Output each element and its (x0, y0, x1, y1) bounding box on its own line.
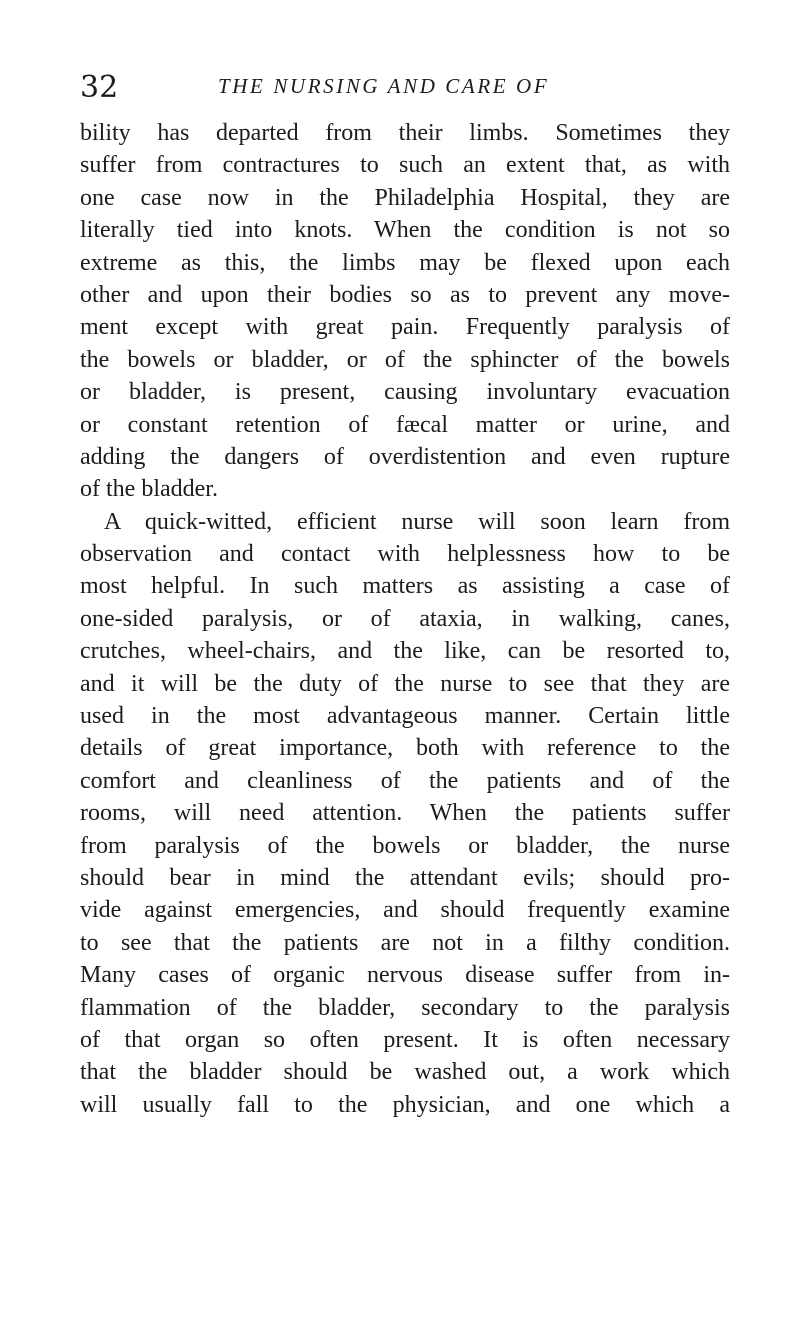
page-header (80, 68, 750, 108)
text-line: from paralysis of the bowels or bladder, the nurse (80, 832, 730, 859)
text-line: and it will be the duty of the nurse to see that they are (80, 670, 730, 697)
text-line: other and upon their bodies so as to prevent any move- (80, 281, 730, 308)
text-line: adding the dangers of overdistention and even rupture (80, 443, 730, 470)
body-text (80, 117, 730, 1121)
text-line: vide against emergencies, and should frequently examine (80, 897, 730, 924)
text-line: should bear in mind the attendant evils; should pro- (80, 864, 730, 891)
text-line: or constant retention of fæcal matter or urine, and (80, 411, 730, 438)
text-line: ment except with great pain. Frequently paralysis of (80, 314, 730, 341)
text-line: one case now in the Philadelphia Hospital, they are (80, 184, 730, 211)
text-line: A quick-witted, efficient nurse will soon learn from (104, 508, 730, 535)
text-line: crutches, wheel-chairs, and the like, can be resorted to, (80, 638, 730, 665)
text-line: extreme as this, the limbs may be flexed upon each (80, 249, 730, 276)
text-line: that the bladder should be washed out, a work which (80, 1059, 730, 1086)
page-number: 32 (80, 70, 119, 105)
running-head: THE NURSING AND CARE OF (218, 74, 550, 98)
text-line: suffer from contractures to such an extent that, as with (80, 152, 730, 179)
text-line: will usually fall to the physician, and one which a (80, 1091, 730, 1118)
text-line: bility has departed from their limbs. Sometimes they (80, 120, 730, 146)
text-line: one-sided paralysis, or of ataxia, in walking, canes, (80, 605, 730, 632)
text-line: literally tied into knots. When the condition is not so (80, 217, 730, 244)
text-line: flammation of the bladder, secondary to the paralysis (80, 994, 730, 1021)
text-line: to see that the patients are not in a filthy condition. (80, 929, 730, 956)
text-line: used in the most advantageous manner. Certain little (80, 703, 730, 730)
text-line: or bladder, is present, causing involuntary evacuation (80, 379, 730, 406)
text-line: rooms, will need attention. When the patients suffer (80, 800, 730, 827)
text-line: of that organ so often present. It is often necessary (80, 1026, 730, 1053)
text-line: observation and contact with helplessness how to be (80, 541, 730, 568)
text-line: of the bladder. (80, 476, 218, 503)
text-line: most helpful. In such matters as assisting a case of (80, 573, 730, 600)
text-line: Many cases of organic nervous disease suffer from in- (80, 962, 730, 989)
text-line: comfort and cleanliness of the patients and of the (80, 767, 730, 794)
text-line: the bowels or bladder, or of the sphincter of the bowels (80, 346, 730, 373)
text-line: details of great importance, both with reference to the (80, 735, 730, 762)
